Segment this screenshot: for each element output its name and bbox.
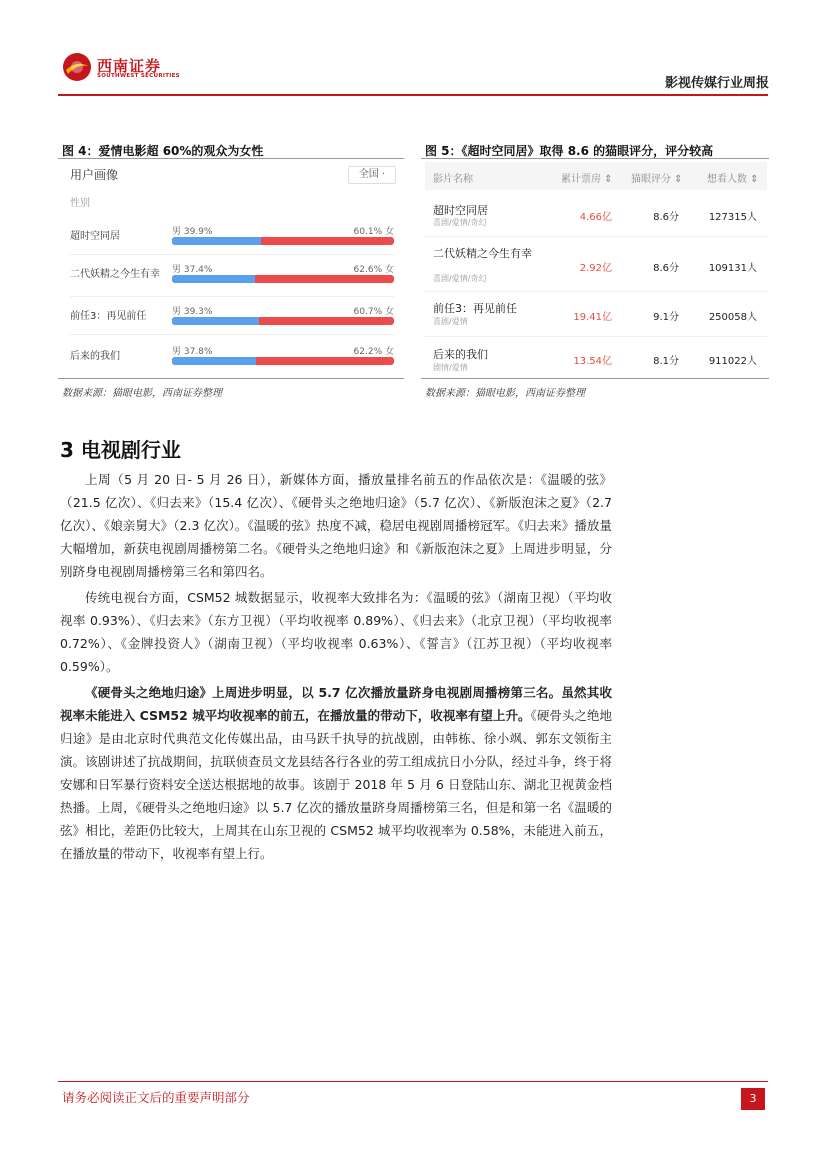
maoyan-score: 8.1分 [653,356,679,367]
male-percent-label: 男 39.9% [172,227,213,237]
female-percent-label: 62.6% 女 [353,265,394,275]
row-divider [70,254,394,255]
report-title: 影视传媒行业周报 [664,76,769,91]
paragraph-highlight-body: 《硬骨头之绝地归途》是由北京时代典范文化传媒出品，由马跃千执导的抗战剧，由韩栋、徐小飒、郭东文领衔主演。该剧讲述了抗战期间，抗联侦查员文龙县结各行各业的劳工组成抗日小分队，经过斗争，终于将安娜和日军暴行资料安全送达根据地的故事。该剧于 2018 年 5 月 6 日登陆山东、湖北卫视黄金档热播。上周，《硬骨头之绝地归途》以 5.7 亿次的播放量跻身周播榜第三名，但是和第一名《温暖的弦》相比，差距仍比较大，上周其在山东卫视的 CSM52 城平均收视率为 0.58%，未能进入前五，在播放量的带动下，收视率有望上行。 [60,708,612,861]
company-logo [62,52,180,84]
paragraph-highlight [60,681,612,865]
region-filter-dropdown[interactable]: 全国 · [348,166,396,184]
table-row[interactable] [425,192,767,237]
figure4-bottom-rule [58,378,404,379]
page-number: 3 [741,1088,765,1110]
figure4-top-rule [58,158,404,159]
movie-genre: 剧情/爱情 [433,363,468,372]
want-count: 109131人 [708,263,757,274]
table-header [425,162,767,190]
gender-ratio-bar [172,237,394,245]
gender-row [62,262,404,298]
movie-name: 前任3：再见前任 [433,302,517,315]
female-percent-label: 60.7% 女 [353,307,394,317]
maoyan-score: 8.6分 [653,212,679,223]
movie-name: 二代妖精之今生有幸 [70,269,160,280]
table-row[interactable] [425,292,767,337]
figure5-top-rule [421,158,769,159]
figure4-source: 数据来源：猫眼电影，西南证券整理 [62,388,222,399]
col-header-want[interactable]: 想看人数 ⇕ [707,174,759,185]
footer-divider [58,1081,768,1082]
figure5-source: 数据来源：猫眼电影，西南证券整理 [425,388,585,399]
box-office: 19.41亿 [573,312,612,323]
movie-name: 后来的我们 [433,348,488,361]
movie-name: 二代妖精之今生有幸 [433,247,532,260]
table-row[interactable] [425,337,767,381]
movie-genre: 喜剧/爱情/奇幻 [433,274,487,283]
gender-row [62,344,404,380]
male-share-bar [172,275,255,283]
paragraph-highlight-bold: 《硬骨头之绝地归途》上周进步明显，以 5.7 亿次播放量跻身电视剧周播榜第三名。虽然其收视率未能进入 CSM52 城平均收视率的前五，在播放量的带动下，收视率有望上升。 [60,685,612,723]
box-office: 2.92亿 [579,263,612,274]
box-office: 4.66亿 [579,212,612,223]
logo-text-cn: 西南证券 [97,57,162,75]
male-percent-label: 男 37.8% [172,347,213,357]
male-percent-label: 男 39.3% [172,307,213,317]
want-count: 911022人 [708,356,757,367]
row-divider [70,334,394,335]
paragraph-traditional-tv: 传统电视台方面，CSM52 城数据显示，收视率大致排名为：《温暖的弦》（湖南卫视）（平均收视率 0.93%）、《归去来》（东方卫视）（平均收视率 0.89%）、《归去来》（北京卫视）（平均收视率 0.72%）、《金牌投资人》（湖南卫视）（平均收视率 0.63%）、《誓言》（江苏卫视）（平均收视率 0.59%）。 [60,590,612,674]
gender-ratio-bar [172,275,394,283]
logo-emblem-icon [62,52,92,82]
want-count: 250058人 [708,312,757,323]
female-percent-label: 60.1% 女 [353,227,394,237]
movie-name: 超时空同居 [433,204,488,217]
section-title: 3 电视剧行业 [60,438,181,462]
gender-subtitle: 性别 [70,198,90,209]
col-header-name: 影片名称 [433,174,473,185]
maoyan-score: 9.1分 [653,312,679,323]
want-count: 127315人 [708,212,757,223]
figure5-table [425,162,767,374]
gender-ratio-bar [172,357,394,365]
movie-name: 超时空同居 [70,231,120,242]
disclaimer-notice: 请务必阅读正文后的重要声明部分 [62,1090,250,1105]
row-divider [70,296,394,297]
movie-genre: 喜剧/爱情/奇幻 [433,218,487,227]
figure5-bottom-rule [421,378,769,379]
figure4-caption: 图 4：爱情电影超 60%的观众为女性 [62,144,264,158]
header-divider [58,94,768,96]
movie-name: 后来的我们 [70,351,120,362]
movie-genre: 喜剧/爱情 [433,317,468,326]
user-profile-title: 用户画像 [70,168,119,182]
col-header-score[interactable]: 猫眼评分 ⇕ [631,174,683,185]
movie-name: 前任3：再见前任 [70,311,147,322]
male-share-bar [172,237,261,245]
male-share-bar [172,317,259,325]
figure5-caption: 图 5：《超时空同居》取得 8.6 的猫眼评分，评分较高 [425,144,714,158]
gender-ratio-bar [172,317,394,325]
paragraph-new-media: 上周（5 月 20 日- 5 月 26 日），新媒体方面，播放量排名前五的作品依次是：《温暖的弦》（21.5 亿次）、《归去来》（15.4 亿次）、《硬骨头之绝地归途》（5.7 亿次）、《新版泡沫之夏》（2.7 亿次）、《娘亲舅大》（2.3 亿次）。《温暖的弦》热度不减，稳居电视剧周播榜冠军。《归去来》播放量大幅增加，新获电视剧周播榜第二名。《硬骨头之绝地归途》和《新版泡沫之夏》上周进步明显，分别跻身电视剧周播榜第三名和第四名。 [60,472,612,579]
logo-text-en: SOUTHWEST SECURITIES [97,73,180,79]
col-header-box-office[interactable]: 累计票房 ⇕ [561,174,613,185]
female-percent-label: 62.2% 女 [353,347,394,357]
figure4-panel [62,162,404,374]
maoyan-score: 8.6分 [653,263,679,274]
male-percent-label: 男 37.4% [172,265,213,275]
table-row[interactable] [425,237,767,292]
male-share-bar [172,357,256,365]
box-office: 13.54亿 [573,356,612,367]
